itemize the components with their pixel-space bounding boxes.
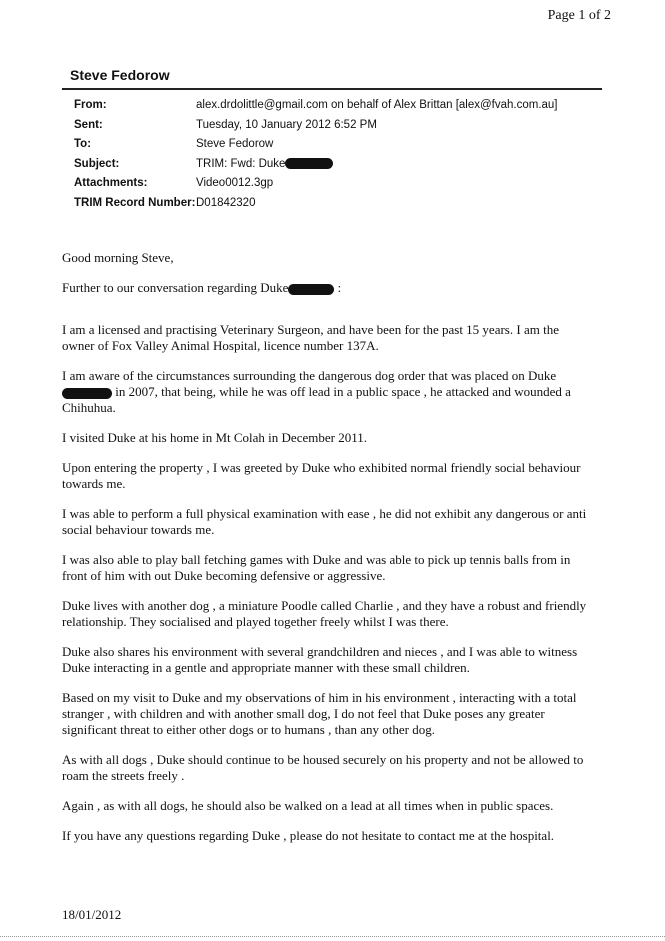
paragraph-contact: If you have any questions regarding Duke , please do not hesitate to contact me at the hospital. [62,828,555,843]
page-bottom-edge [0,936,665,937]
paragraph-visit: I visited Duke at his home in Mt Colah in December 2011. [62,430,367,445]
paragraph-assessment: Based on my visit to Duke and my observations of him in his environment , interacting with a total stranger , with children and with another small dog, I do not feel that Duke poses any greater significant threat to either other dogs or to humans , than any other dog. [62,690,577,737]
from-value: alex.drdolittle@gmail.com on behalf of Alex Brittan [alex@fvah.com.au] [196,99,558,111]
subject-value-wrap [196,155,333,175]
redaction-mark [285,158,333,169]
email-headers [74,96,558,214]
subject-value: TRIM: Fwd: Duke [196,157,286,170]
to-label: To: [74,138,92,151]
paragraph-intro [62,280,592,296]
footer-date: 18/01/2012 [62,907,122,922]
incident-text-end: in 2007, that being, while he was off lead in a public space , he attacked and wounded a Chihuhua. [62,384,571,415]
intro-text-end: : [334,280,342,295]
sent-label: Sent: [74,118,103,131]
paragraph-housing: As with all dogs , Duke should continue to be housed securely on his property and not be allowed to roam the streets freely . [62,752,584,783]
header-row-from [74,96,558,116]
header-divider [62,88,602,90]
intro-text: Further to our conversation regarding Duke [62,280,289,295]
attachments-label: Attachments: [74,177,148,190]
header-row-trim [74,194,558,214]
attachment-file: Video0012.3gp [196,177,274,190]
incident-text: I am aware of the circumstances surrounding the dangerous dog order that was placed on Duke [62,368,557,383]
sent-value: Tuesday, 10 January 2012 6:52 PM [196,118,377,131]
sender-name: Steve Fedorow [70,67,170,83]
redaction-mark [62,388,112,399]
redaction-mark [288,284,334,295]
subject-label: Subject: [74,157,120,170]
header-row-attachments [74,174,558,194]
trim-label: TRIM Record Number: [74,196,196,209]
email-body [62,250,592,844]
paragraph-incident [62,368,592,416]
page-number: Page 1 of 2 [547,8,611,23]
trim-value: D01842320 [196,196,256,209]
header-row-sent [74,116,558,136]
header-row-subject [74,155,558,175]
from-label: From: [74,99,107,111]
paragraph-examination: I was able to perform a full physical examination with ease , he did not exhibit any dangerous or anti social behaviour towards me. [62,506,587,537]
to-value: Steve Fedorow [196,138,274,151]
greeting: Good morning Steve, [62,250,174,265]
paragraph-lead: Again , as with all dogs, he should also be walked on a lead at all times when in public spaces. [62,798,554,813]
paragraph-play: I was also able to play ball fetching games with Duke and was able to pick up tennis balls from in front of him with out Duke becoming defensive or aggressive. [62,552,571,583]
paragraph-greeting-behaviour: Upon entering the property , I was greeted by Duke who exhibited normal friendly social behaviour towards me. [62,460,581,491]
header-row-to [74,135,558,155]
paragraph-other-dog: Duke lives with another dog , a miniature Poodle called Charlie , and they have a robust and friendly relationship. They socialised and played together freely whilst I was there. [62,598,587,629]
paragraph-credentials: I am a licensed and practising Veterinary Surgeon, and have been for the past 15 years. I am the owner of Fox Valley Animal Hospital, licence number 137A. [62,322,559,353]
paragraph-children: Duke also shares his environment with several grandchildren and nieces , and I was able to witness Duke interacting in a gentle and appropriate manner with these small children. [62,644,578,675]
